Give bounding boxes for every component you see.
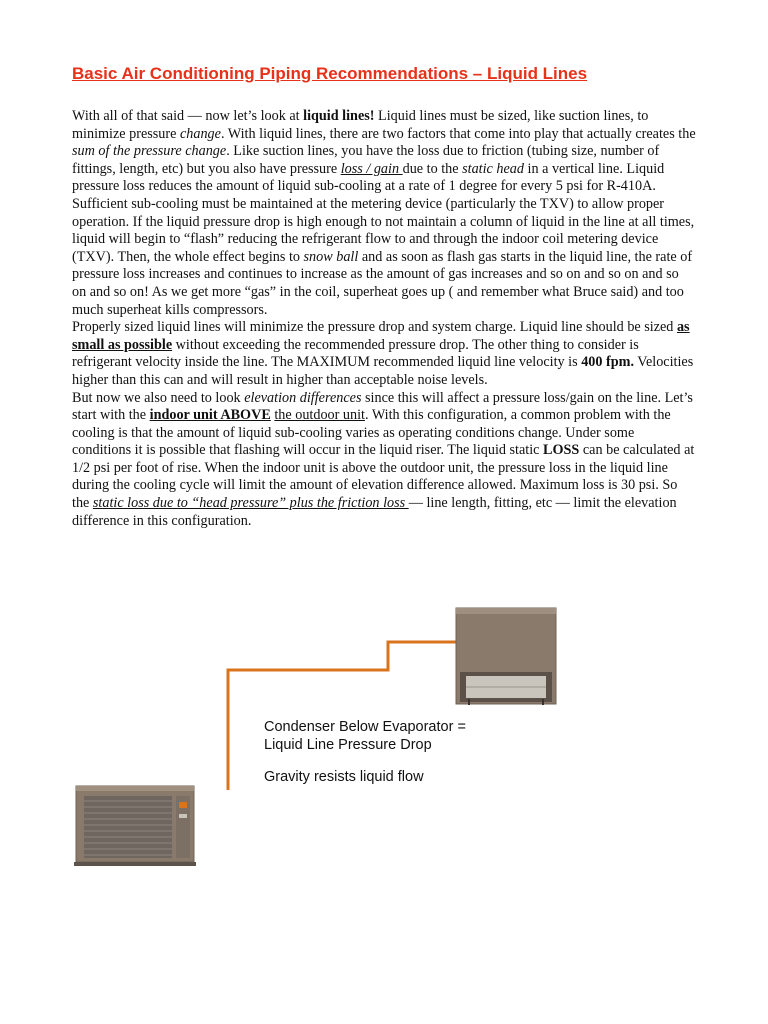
paragraph-1 <box>72 108 696 319</box>
emphasis-400-fpm: 400 fpm. <box>581 354 634 371</box>
text-run: and as soon as flash gas starts in the liquid line, the rate of pressure loss increases and continues to increase as the amount of gas increases and so on and so on and so on and so on! As we get more “gas” in the coil, superheat goes up ( and remember what Bruce said) and too much superheat kills compressors. <box>72 248 693 318</box>
text-run: — line length, fitting, etc — limit the elevation difference in this configuration. <box>72 495 677 529</box>
text-run: . With liquid lines, there are two factors that come into play that actually creates the <box>220 125 696 142</box>
caption-line-2: Liquid Line Pressure Drop <box>264 737 432 753</box>
diagram-caption <box>264 718 466 786</box>
emphasis-change: change <box>179 125 221 142</box>
text-run: since this will affect a pressure loss/gain on the line. Let’s start with the <box>72 389 693 424</box>
emphasis-static-head: static head <box>462 160 524 177</box>
text-run: With all of that said — now let’s look at <box>72 108 304 124</box>
emphasis-sum: sum of the pressure change <box>72 143 227 160</box>
condenser-unit-image <box>74 786 196 866</box>
emphasis-loss-gain: loss / gain <box>340 160 403 177</box>
emphasis-snow-ball: snow ball <box>303 248 359 265</box>
text-run: But now we also need to look <box>72 389 245 406</box>
caption-spacer <box>264 754 466 768</box>
text-run: . Like suction lines, you have the loss due to friction (tubing size, number of fittings, length, etc) but you also have pressure <box>72 143 660 177</box>
text-run: without exceeding the recommended pressure drop. The other thing to consider is refrigerant velocity inside the line. The MAXIMUM recommended liquid line velocity is <box>72 336 639 371</box>
paragraph-2 <box>72 319 696 389</box>
text-run: Velocities higher than this can and will result in higher than acceptable noise levels. <box>72 354 694 388</box>
text-run: . With this configuration, a common problem with the cooling is that the amount of liquid sub-cooling varies as operating conditions change. Under some conditions it is possible that flashing will occur in the liquid riser. The liquid static <box>72 407 671 459</box>
text-run: can be calculated at 1/2 psi per foot of rise. When the indoor unit is above the outdoor unit, the pressure loss in the liquid line during the cooling cycle will limit the amount of elevation difference allowed. Maximum loss is 30 psi. So the <box>72 442 695 512</box>
text-run: Liquid lines must be sized, like suction lines, to minimize pressure <box>72 108 649 142</box>
emphasis-outdoor-unit: the outdoor unit <box>274 407 365 424</box>
caption-line-3: Gravity resists liquid flow <box>264 769 424 785</box>
emphasis-static-loss: static loss due to “head pressure” plus the friction loss <box>92 495 409 512</box>
text-run: due to the <box>402 160 463 177</box>
emphasis-loss: LOSS <box>543 442 580 459</box>
paragraph-3 <box>72 390 696 531</box>
body-text <box>72 108 696 530</box>
emphasis-small-as-possible: as small as possible <box>72 319 690 353</box>
text-run: Properly sized liquid lines will minimize the pressure drop and system charge. Liquid line should be sized <box>72 319 677 336</box>
evaporator-unit-image <box>456 608 556 705</box>
page-title: Basic Air Conditioning Piping Recommendations – Liquid Lines <box>72 64 588 83</box>
caption-line-1: Condenser Below Evaporator = <box>264 719 466 735</box>
emphasis-liquid-lines: liquid lines! <box>303 108 375 124</box>
text-run: in a vertical line. Liquid pressure loss reduces the amount of liquid sub-cooling at a rate of 1 degree for every 5 psi for R-410A. Sufficient sub-cooling must be maintained at the metering device (particularly the TXV) to allow proper operation. If the liquid pressure drop is high enough to not maintain a column of liquid in the line at all times, liquid will begin to “flash” reducing the refrigerant flow to and through the indoor coil metering device (TXV). Then, the whole effect begins to <box>72 160 695 265</box>
emphasis-elevation: elevation differences <box>244 389 362 406</box>
emphasis-indoor-above: indoor unit ABOVE <box>149 407 271 424</box>
